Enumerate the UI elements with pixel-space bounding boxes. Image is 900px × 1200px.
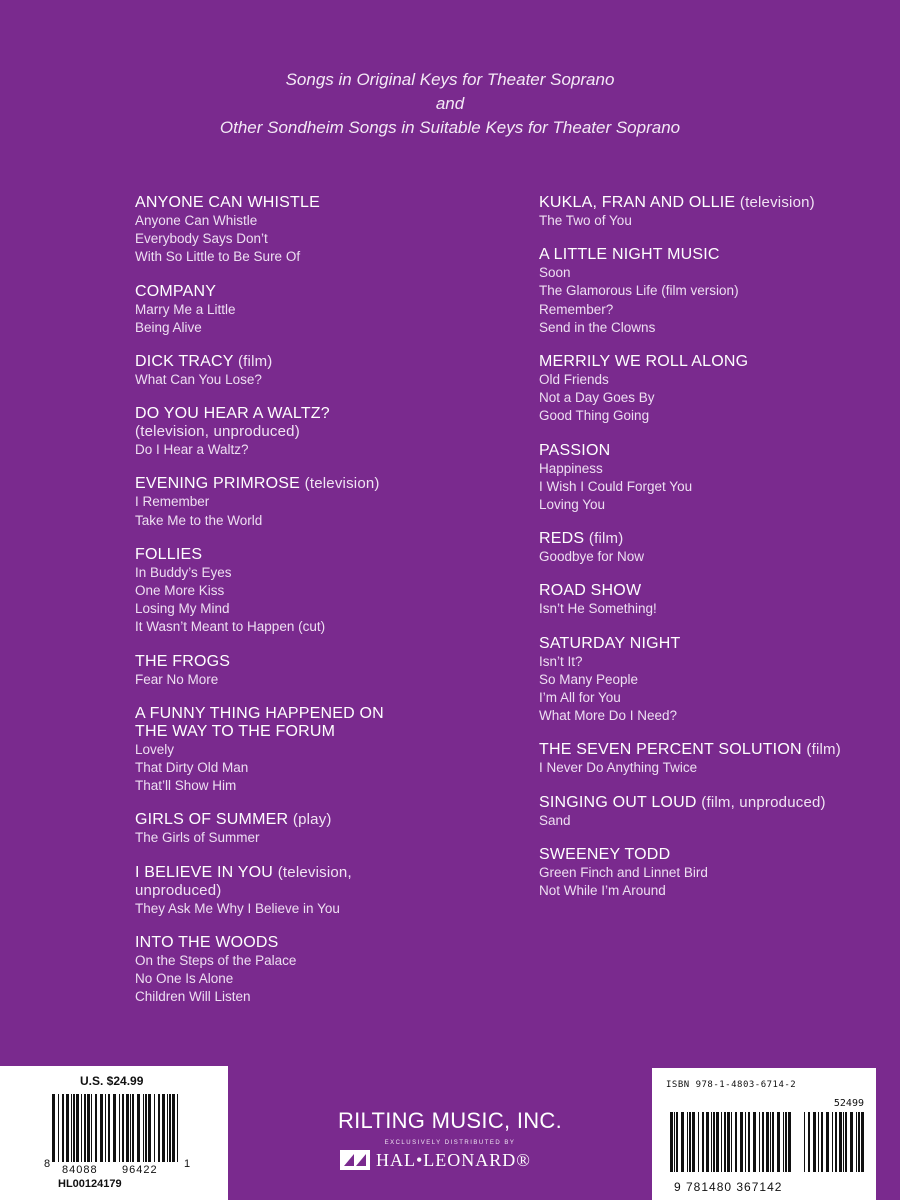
barcode-bar bbox=[689, 1112, 691, 1172]
show-title bbox=[539, 194, 879, 212]
show-block bbox=[539, 582, 879, 618]
isbn-label: ISBN 978-1-4803-6714-2 bbox=[666, 1080, 797, 1090]
show-title-text: COMPANY bbox=[135, 282, 217, 300]
show-block bbox=[539, 246, 879, 337]
barcode-bar bbox=[753, 1112, 756, 1172]
show-title bbox=[135, 546, 385, 564]
barcode-bar bbox=[843, 1112, 844, 1172]
show-title bbox=[539, 741, 879, 759]
show-title-text: DO YOU HEAR A WALTZ? bbox=[135, 405, 330, 423]
show-note: (television) bbox=[304, 475, 380, 493]
song-title: So Many People bbox=[539, 671, 639, 687]
show-block bbox=[135, 194, 525, 267]
show-block bbox=[135, 546, 525, 637]
right-column bbox=[539, 194, 879, 916]
song-title: Goodbye for Now bbox=[539, 549, 645, 565]
barcode-bar bbox=[698, 1112, 699, 1172]
show-note: (television, unproduced) bbox=[135, 423, 300, 441]
song-title: On the Steps of the Palace bbox=[135, 952, 297, 968]
show-note: (play) bbox=[292, 811, 332, 829]
song-title: One More Kiss bbox=[135, 583, 225, 599]
header-line-2: and bbox=[435, 94, 465, 113]
show-title-text: SINGING OUT LOUD bbox=[539, 793, 697, 811]
song-title: The Two of You bbox=[539, 213, 632, 228]
show-block bbox=[135, 934, 525, 1007]
show-title-text: PASSION bbox=[539, 441, 611, 459]
song-title: Not While I’m Around bbox=[539, 883, 666, 899]
show-title bbox=[135, 811, 385, 829]
song-title: In Buddy’s Eyes bbox=[135, 564, 232, 580]
barcode-bar bbox=[681, 1112, 684, 1172]
show-block bbox=[539, 794, 879, 830]
song-title: It Wasn’t Meant to Happen (cut) bbox=[135, 619, 326, 635]
barcode-bar bbox=[772, 1112, 774, 1172]
show-block bbox=[539, 442, 879, 515]
show-note: (television) bbox=[739, 194, 815, 211]
barcode-bar bbox=[835, 1112, 837, 1172]
show-title-text: KUKLA, FRAN AND OLLIE bbox=[539, 194, 736, 211]
barcode-bar bbox=[762, 1112, 764, 1172]
barcode-bar bbox=[832, 1112, 833, 1172]
show-title bbox=[135, 864, 385, 900]
song-title: Sand bbox=[539, 812, 571, 828]
show-note: (film) bbox=[588, 530, 624, 548]
song-title: Remember? bbox=[539, 301, 614, 317]
show-title-text: GIRLS OF SUMMER bbox=[135, 811, 289, 829]
barcode-bar bbox=[687, 1112, 688, 1172]
show-title-text: DICK TRACY bbox=[135, 353, 234, 371]
song-title: They Ask Me Why I Believe in You bbox=[135, 900, 340, 916]
header bbox=[0, 68, 900, 140]
show-title bbox=[135, 705, 385, 741]
barcode-bar bbox=[727, 1112, 730, 1172]
barcode-bar bbox=[818, 1112, 819, 1172]
barcode-bar bbox=[716, 1112, 719, 1172]
hal-leonard-logo-icon bbox=[340, 1150, 370, 1170]
show-title bbox=[135, 653, 385, 671]
header-line-3: Other Sondheim Songs in Suitable Keys for Theater Soprano bbox=[219, 118, 681, 137]
show-block bbox=[135, 653, 525, 689]
show-title bbox=[135, 353, 385, 371]
distributor-name: HAL•LEONARD® bbox=[376, 1149, 531, 1170]
show-title-text: MERRILY WE ROLL ALONG bbox=[539, 353, 749, 371]
song-title: Do I Hear a Waltz? bbox=[135, 442, 249, 458]
barcode-bar bbox=[724, 1112, 726, 1172]
show-title bbox=[539, 582, 879, 600]
ean-digits: 9 781480 367142 bbox=[674, 1180, 783, 1194]
show-block bbox=[135, 353, 525, 389]
show-block bbox=[539, 846, 879, 900]
barcode-bar bbox=[850, 1112, 853, 1172]
barcode-bar bbox=[692, 1112, 695, 1172]
barcode-bar bbox=[740, 1112, 743, 1172]
price-barcode bbox=[804, 1112, 864, 1172]
barcode-bar bbox=[821, 1112, 823, 1172]
show-title-text: A LITTLE NIGHT MUSIC bbox=[539, 246, 720, 264]
song-title: Anyone Can Whistle bbox=[135, 213, 258, 228]
barcode-bar bbox=[748, 1112, 750, 1172]
song-title: I Never Do Anything Twice bbox=[539, 760, 698, 776]
song-title: Fear No More bbox=[135, 671, 219, 687]
barcode-bar bbox=[856, 1112, 857, 1172]
show-title-text: SATURDAY NIGHT bbox=[539, 634, 681, 652]
isbn-barcode-box bbox=[652, 1068, 876, 1200]
song-title: Children Will Listen bbox=[135, 989, 251, 1005]
song-title: Everybody Says Don’t bbox=[135, 231, 268, 247]
show-note: (film, unproduced) bbox=[701, 793, 826, 811]
song-title: That Dirty Old Man bbox=[135, 760, 249, 776]
song-title: That’ll Show Him bbox=[135, 778, 237, 794]
isbn-barcode bbox=[670, 1112, 796, 1172]
show-title-text: FOLLIES bbox=[135, 545, 203, 563]
song-title: I Wish I Could Forget You bbox=[539, 478, 693, 494]
song-title: Being Alive bbox=[135, 319, 202, 335]
song-title: Lovely bbox=[135, 741, 175, 757]
show-title bbox=[539, 794, 879, 812]
barcode-bar bbox=[808, 1112, 810, 1172]
show-note: (film) bbox=[237, 353, 273, 371]
song-title: Old Friends bbox=[539, 372, 609, 388]
show-block bbox=[135, 705, 525, 796]
barcode-bar bbox=[713, 1112, 715, 1172]
show-note: (film) bbox=[806, 741, 841, 759]
barcode-bar bbox=[826, 1112, 829, 1172]
show-title-text: ANYONE CAN WHISTLE bbox=[135, 194, 320, 211]
barcode-bar bbox=[804, 1112, 805, 1172]
song-title: Green Finch and Linnet Bird bbox=[539, 864, 708, 880]
song-title: Send in the Clowns bbox=[539, 319, 656, 335]
show-title-text: THE SEVEN PERCENT SOLUTION bbox=[539, 741, 802, 759]
barcode-bar bbox=[731, 1112, 732, 1172]
show-title bbox=[539, 353, 879, 371]
barcode-bar bbox=[735, 1112, 737, 1172]
barcode-bar bbox=[813, 1112, 816, 1172]
show-block bbox=[135, 475, 525, 529]
barcode-bar bbox=[711, 1112, 712, 1172]
show-title bbox=[135, 475, 385, 493]
show-title-text: SWEENEY TODD bbox=[539, 845, 671, 863]
show-block bbox=[539, 741, 879, 777]
show-note: (television, unproduced) bbox=[135, 863, 352, 899]
item-code: HL00124179 bbox=[58, 1178, 122, 1190]
song-title: What More Do I Need? bbox=[539, 708, 678, 724]
show-title-text: EVENING PRIMROSE bbox=[135, 475, 301, 493]
barcode-bar bbox=[845, 1112, 847, 1172]
show-title bbox=[539, 530, 879, 548]
song-title: Happiness bbox=[539, 460, 603, 476]
barcode-bar bbox=[858, 1112, 860, 1172]
barcode-bar bbox=[676, 1112, 678, 1172]
show-title bbox=[539, 846, 879, 864]
barcode-bar bbox=[745, 1112, 746, 1172]
show-block bbox=[135, 864, 525, 918]
show-block bbox=[539, 353, 879, 426]
show-title bbox=[135, 194, 385, 212]
header-line-1: Songs in Original Keys for Theater Soprano bbox=[285, 70, 615, 89]
show-title bbox=[539, 442, 879, 460]
show-title bbox=[135, 405, 385, 441]
price-code: 52499 bbox=[833, 1098, 864, 1109]
publisher-name: RILTING MUSIC, INC. bbox=[337, 1108, 563, 1133]
upc-digits-2: 96422 bbox=[122, 1164, 158, 1176]
hal-leonard-logo bbox=[340, 1148, 562, 1172]
show-block bbox=[135, 405, 525, 459]
show-title bbox=[539, 246, 879, 264]
barcode-bar bbox=[674, 1112, 675, 1172]
upc-digit-last: 1 bbox=[184, 1158, 192, 1170]
show-block bbox=[539, 635, 879, 726]
show-title-text: I BELIEVE IN YOU bbox=[135, 863, 274, 881]
show-block bbox=[135, 283, 525, 337]
barcode-bar bbox=[770, 1112, 771, 1172]
song-title: I’m All for You bbox=[539, 690, 621, 706]
song-title: No One Is Alone bbox=[135, 971, 234, 987]
song-title: Good Thing Going bbox=[539, 408, 650, 424]
price-label: U.S. $24.99 bbox=[80, 1074, 144, 1088]
distributed-by: EXCLUSIVELY DISTRIBUTED BY bbox=[384, 1140, 516, 1146]
barcode-bar bbox=[785, 1112, 787, 1172]
show-block bbox=[539, 194, 879, 230]
barcode-bar bbox=[839, 1112, 842, 1172]
show-block bbox=[135, 811, 525, 847]
barcode-bar bbox=[702, 1112, 704, 1172]
barcode-bar bbox=[759, 1112, 760, 1172]
song-title: Isn’t He Something! bbox=[539, 601, 657, 617]
barcode-bar bbox=[777, 1112, 780, 1172]
song-title: What Can You Lose? bbox=[135, 372, 262, 388]
show-title-text: ROAD SHOW bbox=[539, 582, 642, 600]
show-title-text: REDS bbox=[539, 530, 585, 548]
show-title bbox=[539, 635, 879, 653]
barcode-bar bbox=[721, 1112, 722, 1172]
upc-digits-1: 84088 bbox=[62, 1164, 98, 1176]
song-title: Soon bbox=[539, 265, 571, 281]
song-title: With So Little to Be Sure Of bbox=[135, 249, 301, 265]
barcode-bar bbox=[670, 1112, 673, 1172]
song-title: The Girls of Summer bbox=[135, 830, 260, 846]
show-title bbox=[135, 934, 385, 952]
show-block bbox=[539, 530, 879, 566]
song-title: The Glamorous Life (film version) bbox=[539, 283, 739, 299]
song-title: I Remember bbox=[135, 494, 210, 510]
left-column bbox=[135, 194, 525, 1022]
song-title: Loving You bbox=[539, 497, 606, 513]
barcode-bar bbox=[861, 1112, 864, 1172]
show-title-text: THE FROGS bbox=[135, 652, 231, 670]
song-title: Marry Me a Little bbox=[135, 301, 236, 317]
upc-digit-first: 8 bbox=[44, 1158, 52, 1170]
show-title-text: A FUNNY THING HAPPENED ON THE WAY TO THE FORUM bbox=[135, 704, 384, 740]
song-title: Not a Day Goes By bbox=[539, 390, 655, 406]
barcode-bar bbox=[706, 1112, 709, 1172]
song-title: Losing My Mind bbox=[135, 601, 230, 617]
song-title: Take Me to the World bbox=[135, 512, 263, 528]
show-title-text: INTO THE WOODS bbox=[135, 933, 279, 951]
barcode-bar bbox=[766, 1112, 769, 1172]
show-title bbox=[135, 283, 385, 301]
barcode-bar bbox=[783, 1112, 784, 1172]
song-title: Isn’t It? bbox=[539, 653, 583, 669]
barcode-bar bbox=[788, 1112, 791, 1172]
